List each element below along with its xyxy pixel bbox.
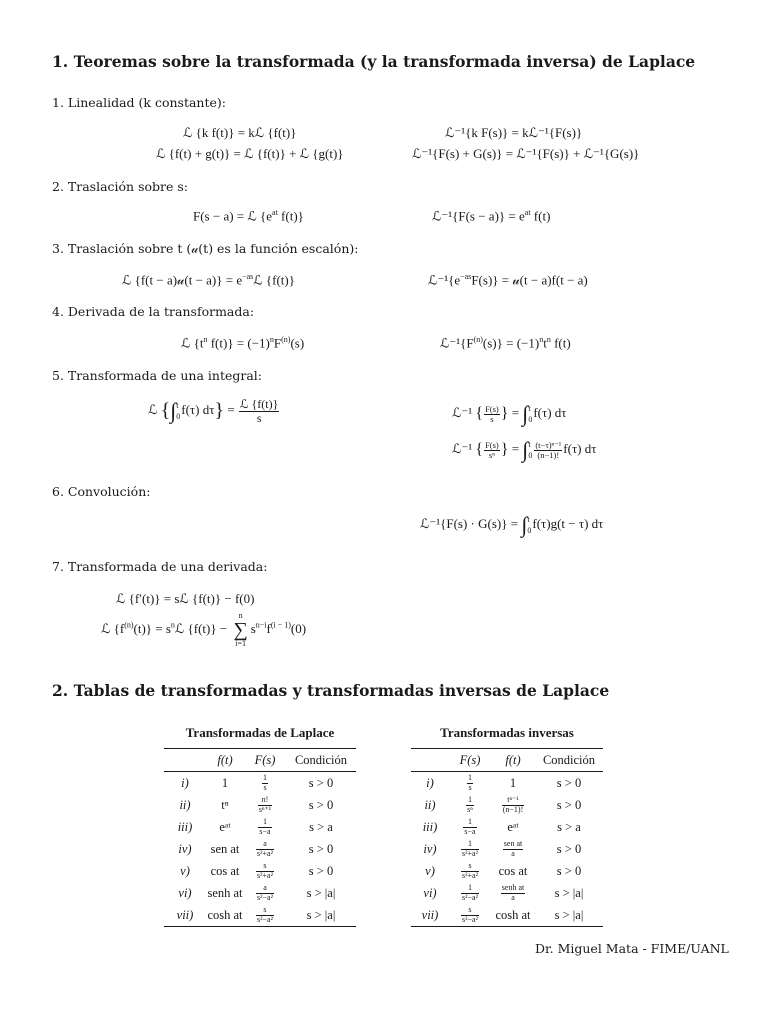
fraction: $\frac{1}{s-a}$ [259,817,271,836]
table-laplace-header: F(s) [244,749,286,772]
fraction: $\frac{a}{\text{s²−a²}}$ [257,883,273,902]
fraction: $\frac{s}{\text{s²−a²}}$ [257,905,273,924]
fraction: $\frac{\text{tⁿ⁻¹}}{(n-1)!}$ [502,795,524,814]
table-inverse [411,718,603,927]
table-inverse-header: F(s) [449,749,491,772]
formula-tras-s-left: F(s − a) = ℒ {$e^{at}$ f(t)} [193,208,304,224]
cell-Fs [449,882,491,904]
table-row [164,882,356,904]
row-index: ii) [424,797,436,812]
formula-deriv1: ℒ {f′(t)} = sℒ {f(t)} − f(0) [116,591,255,606]
formula-lin2-right: ℒ⁻¹{F(s) + G(s)} = ℒ⁻¹{F(s)} + ℒ⁻¹{G(s)} [412,146,640,161]
cell-condition: s > 0 [556,863,582,878]
cell-condition: s > a [309,819,333,834]
item-integral: 5. Transformada de una integral: [52,368,262,383]
formula-lin1-left: ℒ {k f(t)} = kℒ {f(t)} [183,125,297,140]
cell-condition: s > 0 [308,775,334,790]
fraction: $\frac{1}{s}$ [468,773,472,792]
fraction: $\frac{1}{\text{s²−a²}}$ [462,883,478,902]
table-row [411,860,603,882]
table-row [164,860,356,882]
fraction: $\frac{1}{s-a}$ [464,817,476,836]
item-convolucion: 6. Convolución: [52,484,151,499]
row-index: ii) [179,797,191,812]
item-linealidad: 1. Linealidad (k constante): [52,95,226,110]
table-row [164,794,356,816]
table-row [411,794,603,816]
item-traslacion-t: 3. Traslación sobre t (𝓊(t) es la función escalón): [52,241,359,256]
table-row [411,816,603,838]
row-index: iv) [178,841,192,856]
formula-deriv2: ℒ $\{f^{(n)}(t)\}$ = $s^nℒ$ {f(t)} − n ∑ i=1 $s^{n-i}f^{(i - 1)}(0)$ [101,611,307,648]
formula-der-left: ℒ {$t^n$ $f(t)\} = (-1)^nF^{(n)}(s)$ [181,335,305,351]
table-row [411,882,603,904]
cell-condition: s > a [557,819,581,834]
fraction: $\frac{n!}{\text{sⁿ⁺¹}}$ [258,795,272,814]
item-traslacion-s: 2. Traslación sobre s: [52,179,188,194]
fraction: $\frac{1}{\text{sⁿ}}$ [467,795,473,814]
table-laplace-caption: Transformadas de Laplace [185,725,335,740]
cell-ft [491,882,535,904]
table-laplace [164,718,356,927]
cell-ft: 1 [509,775,517,790]
cell-Fs [449,904,491,927]
cell-ft: eᵃᵗ [507,819,519,834]
fraction: $\frac{1}{\text{s²+a²}}$ [462,839,478,858]
formula-lin1-right: ℒ⁻¹{k F(s)} = kℒ⁻¹{F(s)} [445,125,583,140]
formula-lin2-left: ℒ {f(t) + g(t)} = ℒ {f(t)} + ℒ {g(t)} [156,146,344,161]
cell-ft: tⁿ [221,797,229,812]
cell-condition: s > |a| [554,885,584,900]
cell-Fs [244,816,286,838]
fraction: sen at a [503,839,523,858]
table-laplace-header: Condición [286,749,356,772]
cell-Fs [449,772,491,795]
cell-condition: s > 0 [308,863,334,878]
formula-tras-t-right: $ℒ^{-1}\{e^{-as}F(s)\}$ = 𝓊(t − a)f(t − a) [428,272,588,288]
cell-Fs [449,860,491,882]
cell-ft: cos at [210,863,240,878]
signature: Dr. Miguel Mata - FIME/UANL [535,941,729,956]
formula-int-right1: ℒ⁻¹ { $\frac{F(s)}{s}$ } = ∫ t 0 f(τ) dτ [452,401,567,426]
fraction: $\frac{s}{\text{s²+a²}}$ [462,861,478,880]
table-inverse-header [411,749,449,772]
cell-Fs [244,772,286,795]
table-row [411,904,603,927]
cell-ft: cosh at [491,904,535,927]
cell-ft: cosh at [206,904,244,927]
cell-ft: sen at [210,841,240,856]
cell-condition: s > 0 [556,775,582,790]
cell-condition: s > 0 [308,841,334,856]
formula-int-right2: ℒ⁻¹ { $\frac{F(s)}{\text{sⁿ}}$ } = ∫ t 0 $\frac{\text{(t−τ)ⁿ⁻¹}}{(n-1)!}$ f(τ) dτ [452,437,597,462]
item-derivada-transformada: 4. Derivada de la transformada: [52,304,255,319]
formula-der-right: $ℒ^{-1}\{F^{(n)}(s)\} = (-1)^nt^n$ f(t) [440,335,571,351]
cell-ft: senh at [207,885,243,900]
row-index: vii) [164,904,206,927]
row-index: vii) [411,904,449,927]
table-laplace-header: f(t) [206,749,244,772]
row-index: i) [426,775,434,790]
row-index: v) [425,863,435,878]
formula-tras-s-right: ℒ⁻¹{F(s − $a)\} = e^{at}$ f(t) [432,208,551,224]
formula-int-left: ℒ {∫ t 0 f(τ) dτ} = $\frac{\text{ℒ \{f(t)\}}}{s}$ [148,397,279,425]
table-inverse-header: f(t) [491,749,535,772]
cell-ft [491,794,535,816]
cell-ft: 1 [221,775,229,790]
cell-condition: s > |a| [535,904,603,927]
cell-Fs [449,816,491,838]
row-index: i) [181,775,189,790]
cell-condition: s > 0 [556,841,582,856]
cell-Fs [244,882,286,904]
row-index: v) [180,863,190,878]
table-row [411,772,603,795]
row-index: iii) [422,819,438,834]
fraction: $\frac{s}{\text{s²−a²}}$ [462,905,478,924]
section2-title: 2. Tablas de transformadas y transformadas inversas de Laplace [52,681,610,700]
cell-condition: s > |a| [306,885,336,900]
cell-Fs [244,860,286,882]
table-row [164,838,356,860]
cell-Fs [244,904,286,927]
cell-condition: s > 0 [308,797,334,812]
fraction: $\frac{1}{s}$ [263,773,267,792]
table-inverse-header: Condición [535,749,603,772]
cell-ft [491,838,535,860]
table-row [164,816,356,838]
cell-condition: s > 0 [556,797,582,812]
table-row [164,904,356,927]
formula-tras-t-left: ℒ {f(t − a)𝓊(t − $a)\} = e^{-as}ℒ$ {f(t)} [122,272,295,288]
row-index: vi) [178,885,192,900]
cell-condition: s > |a| [286,904,356,927]
table-row [164,772,356,795]
table-row [411,838,603,860]
formula-conv-right: ℒ⁻¹{F(s) · G(s)} = ∫ t 0 f(τ)g(t − τ) dτ [420,512,604,537]
cell-Fs [449,838,491,860]
cell-Fs [244,794,286,816]
row-index: iii) [177,819,193,834]
cell-Fs [244,838,286,860]
row-index: iv) [423,841,437,856]
cell-ft: eᵃᵗ [219,819,231,834]
table-inverse-caption: Transformadas inversas [440,725,574,740]
fraction: senh at a [501,883,525,902]
item-transformada-derivada: 7. Transformada de una derivada: [52,559,268,574]
fraction: $\frac{a}{\text{s²+a²}}$ [257,839,273,858]
row-index: vi) [423,885,437,900]
table-laplace-header [164,749,206,772]
section1-title: 1. Teoremas sobre la transformada (y la transformada inversa) de Laplace [52,52,696,71]
cell-ft: cos at [498,863,528,878]
cell-Fs [449,794,491,816]
fraction: $\frac{s}{\text{s²+a²}}$ [257,861,273,880]
